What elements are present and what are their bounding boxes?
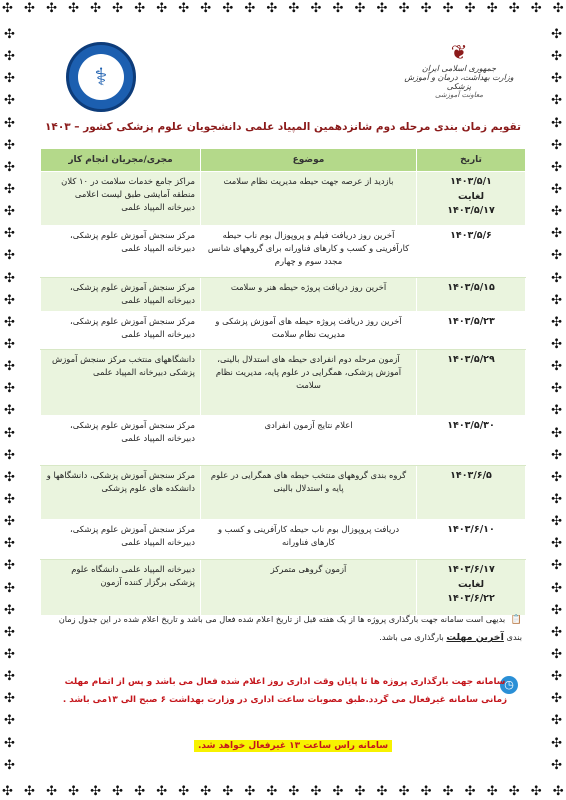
table-row: [41, 466, 526, 520]
clock-icon: ◷: [500, 676, 518, 694]
star-ornament-icon: ✣: [4, 669, 15, 685]
star-ornament-icon: ✣: [4, 447, 15, 463]
star-ornament-icon: ✣: [4, 270, 15, 286]
row-subject: آزمون گروهی متمرکز: [201, 560, 417, 616]
star-ornament-icon: ✣: [530, 784, 542, 799]
alert-line-1: سامانه جهت بارگذاری پروژه ها تا پایان وقت اداری روز اعلام شده فعال می باشد و پس از اتمام مهلت: [64, 677, 506, 687]
row-date: [417, 350, 526, 416]
row-executor: مرکز سنجش آموزش علوم پزشکی، دبیرخانه المپیاد علمی: [41, 416, 201, 466]
row-executor: مراکز جامع خدمات سلامت در ۱۰ کلان منطقه آمایشی طبق لیست اعلامی دبیرخانه المپیاد علمی: [41, 172, 201, 226]
olympiad-logo: [66, 42, 136, 112]
star-ornament-icon: ✣: [156, 1, 168, 16]
row-subject: آزمون مرحله دوم انفرادی حیطه های استدلال بالینی، آموزش پزشکی، همگرایی در علوم پایه، مدیریت نظام سلامت: [201, 350, 417, 416]
table-row: [41, 560, 526, 616]
star-ornament-icon: ✣: [178, 784, 190, 799]
table-row: [41, 226, 526, 278]
star-ornament-icon: ✣: [508, 1, 520, 16]
star-ornament-icon: ✣: [486, 784, 498, 799]
emblem-line-2: وزارت بهداشت، درمان و آموزش پزشکی: [404, 73, 514, 91]
note-emphasis: آخرین مهلت: [446, 632, 504, 644]
star-ornament-icon: ✣: [200, 1, 212, 16]
star-ornament-icon: ✣: [4, 27, 15, 42]
note-text-after: بارگذاری می باشد.: [379, 632, 444, 643]
star-ornament-icon: ✣: [4, 137, 15, 153]
row-executor: مرکز سنجش آموزش علوم پزشکی، دبیرخانه المپیاد علمی: [41, 278, 201, 312]
star-ornament-icon: ✣: [46, 1, 57, 16]
schedule-table: [40, 148, 526, 616]
row-subject: آخرین روز دریافت فیلم و پروپوزال بوم ناب حیطه کارآفرینی و کسب و کارهای فناورانه برای گروههای شانس مجدد سوم و چهارم: [201, 226, 417, 278]
table-row: [41, 172, 526, 226]
date-range-word: لغایت: [457, 578, 485, 590]
star-ornament-icon: ✣: [551, 691, 562, 707]
document-header: [40, 36, 526, 120]
row-date: [417, 560, 526, 616]
star-ornament-icon: ✣: [288, 784, 300, 799]
star-ornament-icon: ✣: [4, 536, 15, 552]
page-title: تقویم زمان بندی مرحله دوم شانزدهمین المپیاد علمی دانشجویان علوم پزشکی کشور – ۱۴۰۳: [45, 121, 521, 133]
row-executor: مرکز سنجش آموزش علوم پزشکی، دبیرخانه المپیاد علمی: [41, 226, 201, 278]
star-ornament-icon: ✣: [551, 204, 562, 220]
table-header-row: [41, 149, 526, 172]
star-ornament-icon: ✣: [552, 1, 564, 16]
note-paragraph: [52, 612, 522, 647]
star-ornament-icon: ✣: [551, 713, 562, 729]
star-ornament-icon: ✣: [398, 1, 410, 16]
star-ornament-icon: ✣: [4, 713, 15, 729]
star-ornament-icon: ✣: [551, 624, 562, 640]
star-ornament-icon: ✣: [4, 757, 15, 773]
star-ornament-icon: ✣: [156, 784, 168, 799]
star-ornament-icon: ✣: [551, 115, 562, 131]
star-border-right: [551, 28, 562, 772]
star-ornament-icon: ✣: [134, 784, 146, 799]
star-ornament-icon: ✣: [4, 514, 15, 530]
star-ornament-icon: ✣: [4, 314, 15, 330]
star-ornament-icon: ✣: [508, 784, 520, 799]
row-executor: مرکز سنجش آموزش علوم پزشکی، دبیرخانه المپیاد علمی: [41, 312, 201, 350]
star-ornament-icon: ✣: [486, 1, 498, 16]
row-date: [417, 520, 526, 560]
star-ornament-icon: ✣: [551, 181, 562, 197]
star-ornament-icon: ✣: [398, 784, 410, 799]
star-ornament-icon: ✣: [4, 292, 15, 308]
star-ornament-icon: ✣: [551, 491, 562, 507]
star-ornament-icon: ✣: [4, 226, 15, 242]
date-start: ۱۴۰۳/۵/۲۳: [447, 316, 495, 327]
star-ornament-icon: ✣: [551, 49, 562, 65]
star-border-bottom: [0, 785, 566, 798]
star-ornament-icon: ✣: [68, 1, 79, 16]
star-ornament-icon: ✣: [420, 784, 432, 799]
star-ornament-icon: ✣: [266, 784, 278, 799]
row-executor: مرکز سنجش آموزش علوم پزشکی، دبیرخانه المپیاد علمی: [41, 520, 201, 560]
final-notice: سامانه راس ساعت ۱۳ غیرفعال خواهد شد.: [194, 740, 392, 752]
star-ornament-icon: ✣: [4, 691, 15, 707]
star-ornament-icon: ✣: [332, 784, 344, 799]
star-ornament-icon: ✣: [4, 181, 15, 197]
row-subject: گروه بندی گروههای منتخب حیطه های همگرایی در علوم پایه و استدلال بالینی: [201, 466, 417, 520]
star-ornament-icon: ✣: [90, 1, 102, 16]
date-end: ۱۴۰۳/۶/۲۲: [447, 593, 495, 605]
emblem-line-3: معاونت آموزشی: [434, 91, 484, 99]
star-ornament-icon: ✣: [442, 784, 454, 799]
row-subject: اعلام نتایج آزمون انفرادی: [201, 416, 417, 466]
notepad-icon: 📋: [510, 615, 522, 625]
star-ornament-icon: ✣: [551, 403, 562, 419]
row-date: [417, 172, 526, 226]
star-ornament-icon: ✣: [551, 735, 562, 751]
star-ornament-icon: ✣: [552, 784, 564, 799]
star-ornament-icon: ✣: [551, 558, 562, 574]
star-ornament-icon: ✣: [222, 784, 234, 799]
row-subject: آخرین روز دریافت پروژه حیطه های آموزش پزشکی و مدیریت نظام سلامت: [201, 312, 417, 350]
star-ornament-icon: ✣: [4, 735, 15, 751]
star-ornament-icon: ✣: [551, 226, 562, 242]
star-ornament-icon: ✣: [4, 49, 15, 65]
star-ornament-icon: ✣: [420, 1, 432, 16]
row-date: [417, 466, 526, 520]
star-ornament-icon: ✣: [551, 757, 562, 773]
star-ornament-icon: ✣: [4, 71, 15, 87]
row-executor: دانشگاههای منتخب مرکز سنجش آموزش پزشکی دبیرخانه المپیاد علمی: [41, 350, 201, 416]
star-ornament-icon: ✣: [551, 646, 562, 662]
row-subject: دریافت پروپوزال بوم ناب حیطه کارآفرینی و کسب و کارهای فناورانه: [201, 520, 417, 560]
star-border-top: [0, 2, 566, 15]
date-start: ۱۴۰۳/۶/۱۰: [447, 524, 495, 535]
star-ornament-icon: ✣: [551, 159, 562, 175]
star-ornament-icon: ✣: [354, 784, 366, 799]
star-ornament-icon: ✣: [4, 403, 15, 419]
star-ornament-icon: ✣: [551, 514, 562, 530]
star-ornament-icon: ✣: [46, 784, 57, 799]
star-ornament-icon: ✣: [551, 336, 562, 352]
star-ornament-icon: ✣: [4, 248, 15, 264]
star-ornament-icon: ✣: [4, 115, 15, 131]
date-end: ۱۴۰۳/۵/۱۷: [447, 205, 495, 217]
row-date: [417, 278, 526, 312]
star-ornament-icon: ✣: [332, 1, 344, 16]
star-ornament-icon: ✣: [551, 93, 562, 109]
header-date: تاریخ: [417, 149, 526, 172]
star-ornament-icon: ✣: [222, 1, 234, 16]
star-ornament-icon: ✣: [4, 204, 15, 220]
table-row: [41, 520, 526, 560]
star-ornament-icon: ✣: [354, 1, 366, 16]
star-border-left: [4, 28, 15, 772]
star-ornament-icon: ✣: [4, 624, 15, 640]
table-row: [41, 278, 526, 312]
emblem-line-1: جمهوری اسلامی ایران: [421, 64, 497, 73]
star-ornament-icon: ✣: [551, 248, 562, 264]
star-ornament-icon: ✣: [2, 1, 13, 16]
row-subject: آخرین روز دریافت پروژه حیطه هنر و سلامت: [201, 278, 417, 312]
caduceus-icon: ⚕: [94, 63, 108, 91]
header-executor: مجری/مجریان انجام کار: [41, 149, 201, 172]
star-ornament-icon: ✣: [551, 425, 562, 441]
star-ornament-icon: ✣: [464, 784, 476, 799]
table-row: [41, 416, 526, 466]
date-range-word: لغایت: [457, 190, 485, 202]
date-start: ۱۴۰۳/۵/۳۰: [447, 420, 495, 431]
star-ornament-icon: ✣: [4, 336, 15, 352]
star-ornament-icon: ✣: [376, 784, 388, 799]
star-ornament-icon: ✣: [2, 784, 13, 799]
star-ornament-icon: ✣: [24, 784, 35, 799]
star-ornament-icon: ✣: [4, 580, 15, 596]
star-ornament-icon: ✣: [551, 447, 562, 463]
star-ornament-icon: ✣: [551, 536, 562, 552]
star-ornament-icon: ✣: [68, 784, 79, 799]
row-date: [417, 416, 526, 466]
date-start: ۱۴۰۳/۵/۱: [450, 176, 492, 187]
star-ornament-icon: ✣: [200, 784, 212, 799]
ministry-emblem: [404, 40, 514, 99]
star-ornament-icon: ✣: [178, 1, 190, 16]
star-ornament-icon: ✣: [4, 159, 15, 175]
star-ornament-icon: ✣: [551, 469, 562, 485]
star-ornament-icon: ✣: [442, 1, 454, 16]
star-ornament-icon: ✣: [4, 646, 15, 662]
star-ornament-icon: ✣: [4, 469, 15, 485]
star-ornament-icon: ✣: [530, 1, 542, 16]
star-ornament-icon: ✣: [376, 1, 388, 16]
header-subject: موضوع: [201, 149, 417, 172]
star-ornament-icon: ✣: [266, 1, 278, 16]
date-start: ۱۴۰۳/۵/۱۵: [447, 282, 495, 293]
star-ornament-icon: ✣: [551, 71, 562, 87]
date-start: ۱۴۰۳/۵/۲۹: [447, 354, 495, 365]
star-ornament-icon: ✣: [551, 580, 562, 596]
date-start: ۱۴۰۳/۶/۱۷: [447, 564, 495, 575]
star-ornament-icon: ✣: [551, 292, 562, 308]
star-ornament-icon: ✣: [112, 1, 124, 16]
table-row: [41, 312, 526, 350]
alert-line-2: زمانی سامانه غیرفعال می گردد.طبق مصوبات ساعت اداری در وزارت بهداشت ۶ صبح الی ۱۳می باشد .: [62, 694, 508, 705]
star-ornament-icon: ✣: [551, 314, 562, 330]
star-ornament-icon: ✣: [90, 784, 102, 799]
star-ornament-icon: ✣: [310, 1, 322, 16]
star-ornament-icon: ✣: [551, 359, 562, 375]
row-subject: بازدید از عرصه جهت حیطه مدیریت نظام سلامت: [201, 172, 417, 226]
star-ornament-icon: ✣: [551, 270, 562, 286]
star-ornament-icon: ✣: [4, 602, 15, 618]
deadline-alert: [48, 674, 522, 709]
star-ornament-icon: ✣: [112, 784, 124, 799]
star-ornament-icon: ✣: [4, 558, 15, 574]
star-ornament-icon: ✣: [134, 1, 146, 16]
row-date: [417, 312, 526, 350]
star-ornament-icon: ✣: [4, 425, 15, 441]
star-ornament-icon: ✣: [551, 602, 562, 618]
star-ornament-icon: ✣: [244, 784, 256, 799]
star-ornament-icon: ✣: [464, 1, 476, 16]
star-ornament-icon: ✣: [4, 381, 15, 397]
date-start: ۱۴۰۳/۶/۵: [450, 470, 492, 481]
date-start: ۱۴۰۳/۵/۶: [450, 230, 492, 241]
star-ornament-icon: ✣: [4, 491, 15, 507]
star-ornament-icon: ✣: [551, 381, 562, 397]
star-ornament-icon: ✣: [551, 27, 562, 42]
iran-emblem-icon: ❦: [450, 40, 468, 64]
star-ornament-icon: ✣: [244, 1, 256, 16]
star-ornament-icon: ✣: [24, 1, 35, 16]
star-ornament-icon: ✣: [310, 784, 322, 799]
row-date: [417, 226, 526, 278]
note-text-before: بدیهی است سامانه جهت بارگذاری پروژه ها از یک هفته قبل از تاریخ اعلام شده فعال می باشد و تاریخ اعلام شده در این جدول زمان بندی: [58, 614, 522, 643]
table-row: [41, 350, 526, 416]
star-ornament-icon: ✣: [4, 359, 15, 375]
star-ornament-icon: ✣: [4, 93, 15, 109]
row-executor: مرکز سنجش آموزش پزشکی، دانشگاهها و دانشکده های علوم پزشکی: [41, 466, 201, 520]
star-ornament-icon: ✣: [288, 1, 300, 16]
row-executor: دبیرخانه المپیاد علمی دانشگاه علوم پزشکی برگزار کننده آزمون: [41, 560, 201, 616]
star-ornament-icon: ✣: [551, 137, 562, 153]
star-ornament-icon: ✣: [551, 669, 562, 685]
